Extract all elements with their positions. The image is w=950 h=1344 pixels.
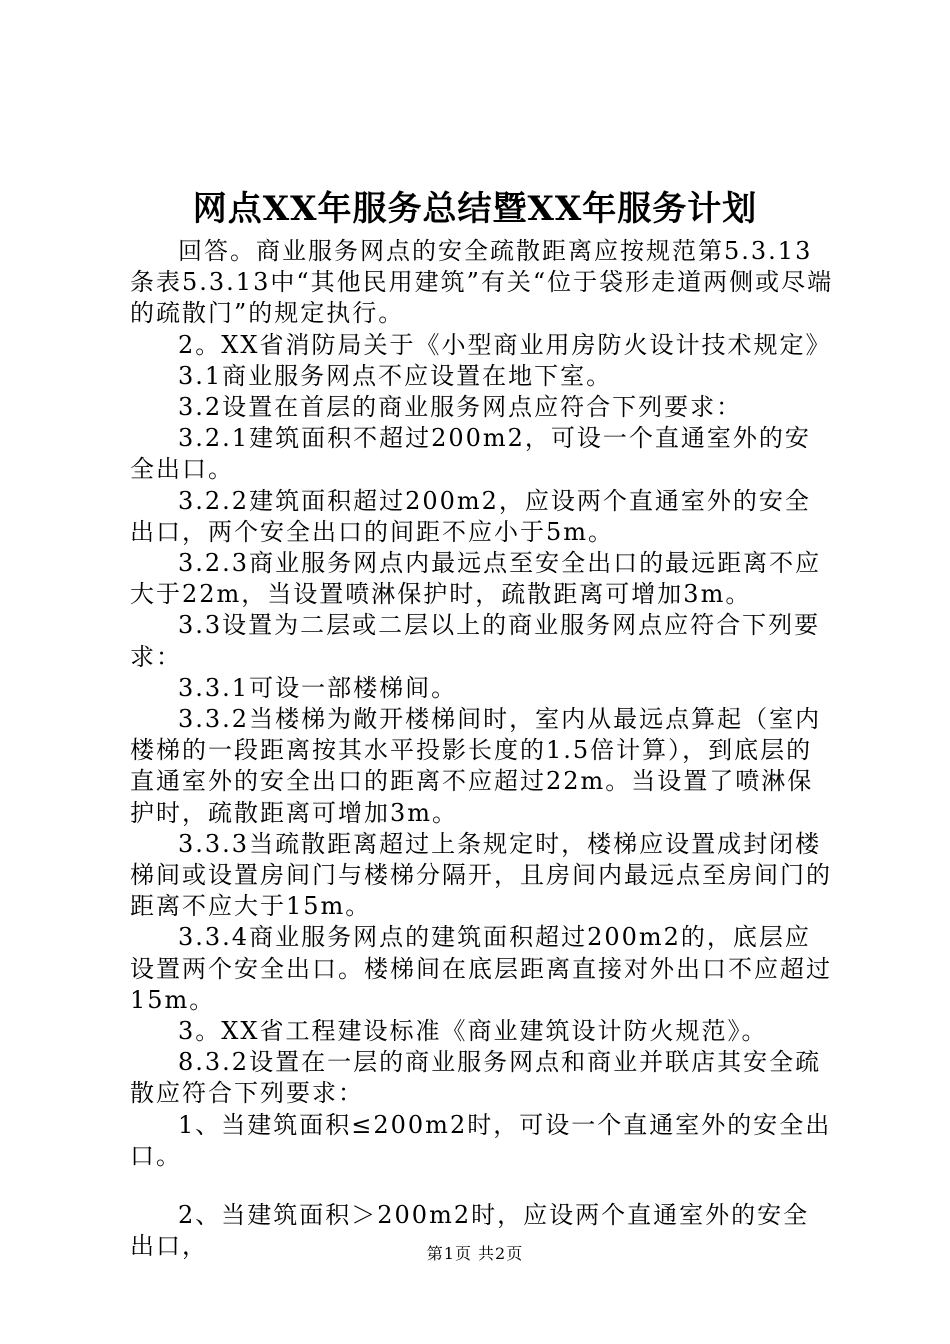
paragraph-3-2-2: 3.2.2建筑面积超过200m2，应设两个直通室外的安全出口，两个安全出口的间距不应小于5m。: [130, 486, 811, 546]
paragraph-3-3-3: 3.3.3当疏散距离超过上条规定时，楼梯应设置成封闭楼梯间或设置房间门与楼梯分隔开，且房间内最远点至房间门的距离不应大于15m。: [130, 829, 832, 921]
paragraph-8-3-2: 8.3.2设置在一层的商业服务网点和商业并联店其安全疏散应符合下列要求：: [130, 1048, 822, 1108]
paragraph-item-1: 1、当建筑面积≤200m2时，可设一个直通室外的安全出口。: [130, 1110, 832, 1170]
paragraph-3-3: 3.3设置为二层或二层以上的商业服务网点应符合下列要求：: [130, 611, 821, 671]
paragraph-answer: 回答。商业服务网点的安全疏散距离应按规范第5.3.13条表5.3.13中“其他民用建筑”有关“位于袋形走道两侧或尽端的疏散门”的规定执行。: [130, 237, 834, 328]
paragraph-3-3-4: 3.3.4商业服务网点的建筑面积超过200m2的，底层应设置两个安全出口。楼梯间在底层距离直接对外出口不应超过15m。: [130, 923, 832, 1014]
paragraph-3-2-3: 3.2.3商业服务网点内最远点至安全出口的最远距离不应大于22m，当设置喷淋保护时，疏散距离可增加3m。: [130, 549, 822, 609]
paragraph-3-3-2: 3.3.2当楼梯为敞开楼梯间时，室内从最远点算起（室内楼梯的一段距离按其水平投影长度的1.5倍计算），到底层的直通室外的安全出口的距离不应超过22m。当设置了喷淋保护时，疏散距离可增加3m。: [130, 705, 822, 827]
page-footer: 第1页 共2页: [426, 1244, 524, 1263]
paragraph-provincial-regulation: 2。XX省消防局关于《小型商业用房防火设计技术规定》: [178, 330, 832, 359]
paragraph-provincial-standard: 3。XX省工程建设标准《商业建筑设计防火规范》。: [178, 1017, 768, 1046]
document-title: 网点XX年服务总结暨XX年服务计划: [192, 189, 758, 229]
paragraph-item-2: 2、当建筑面积＞200m2时，应设两个直通室外的安全出口，: [130, 1201, 810, 1261]
paragraph-3-1: 3.1商业服务网点不应设置在地下室。: [178, 361, 613, 390]
paragraph-3-2: 3.2设置在首层的商业服务网点应符合下列要求：: [178, 393, 743, 422]
document-body: [130, 236, 835, 1263]
paragraph-3-2-1: 3.2.1建筑面积不超过200m2，可设一个直通室外的安全出口。: [130, 424, 811, 484]
paragraph-3-3-1: 3.3.1可设一部楼梯间。: [178, 673, 458, 702]
